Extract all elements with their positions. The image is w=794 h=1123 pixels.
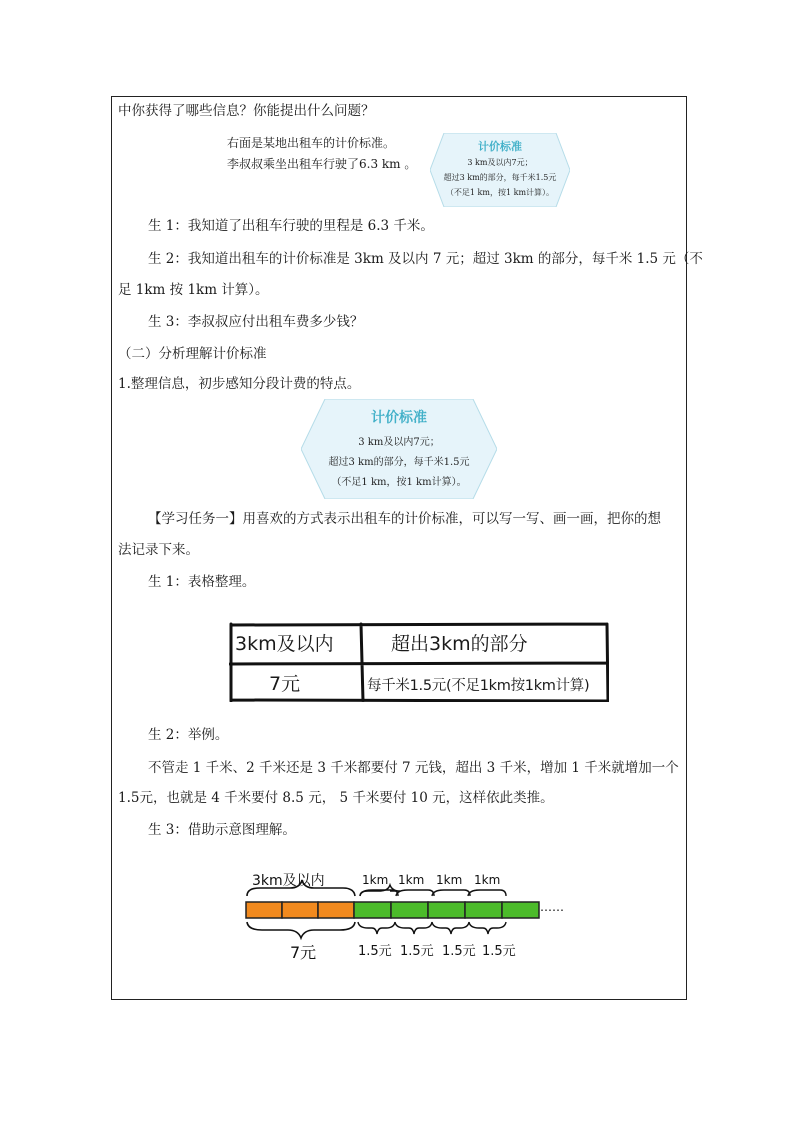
bar-segment-orange bbox=[282, 902, 318, 918]
table-header-cell-1: 3km及以内 bbox=[235, 633, 334, 655]
price-box-title: 计价标准 bbox=[478, 140, 522, 153]
task-1-line-1: 【学习任务一】用喜欢的方式表示出租车的计价标准，可以写一写、画一画，把你的想 bbox=[148, 511, 661, 527]
task-1-line-2: 法记录下来。 bbox=[118, 542, 199, 558]
section-heading: （二）分析理解计价标准 bbox=[118, 346, 267, 362]
price-box-title: 计价标准 bbox=[371, 410, 427, 426]
bar-segment-green bbox=[502, 902, 539, 918]
bar-segment-green bbox=[465, 902, 502, 918]
diagram-price-label-4: 1.5元 bbox=[482, 944, 516, 959]
table-header-cell-2: 超出3km的部分 bbox=[391, 633, 528, 655]
bar-segment-orange bbox=[318, 902, 354, 918]
student-3-label: 生 3：借助示意图理解。 bbox=[148, 822, 296, 838]
intro-line-1: 右面是某地出租车的计价标准。 bbox=[227, 136, 396, 150]
student-2-line-1: 不管走 1 千米、2 千米还是 3 千米都要付 7 元钱，超出 3 千米，增加 1 千米就增加一个 bbox=[148, 760, 679, 776]
price-standard-box-large bbox=[301, 399, 497, 499]
price-box-line-3: （不足1 km，按1 km计算）。 bbox=[331, 477, 467, 488]
diagram-price-label-3: 1.5元 bbox=[442, 944, 476, 959]
price-standard-box-small bbox=[430, 133, 570, 207]
diagram-price-label-2: 1.5元 bbox=[400, 944, 434, 959]
section-step-1: 1.整理信息，初步感知分段计费的特点。 bbox=[118, 376, 361, 392]
price-box-line-2: 超过3 km的部分，每千米1.5元 bbox=[443, 173, 557, 182]
table-row-cell-1: 7元 bbox=[269, 673, 301, 695]
diagram-km-label-1: 1km bbox=[362, 873, 389, 887]
diagram-km-label-2: 1km bbox=[398, 873, 425, 887]
handwritten-table bbox=[229, 622, 609, 702]
diagram-bottom-left-label: 7元 bbox=[290, 943, 317, 962]
student-1-label: 生 1：表格整理。 bbox=[148, 574, 256, 590]
bar-segment-orange bbox=[246, 902, 282, 918]
price-box-line-3: （不足1 km，按1 km计算）。 bbox=[445, 188, 555, 197]
bar-segment-green bbox=[354, 902, 391, 918]
diagram-price-label-1: 1.5元 bbox=[358, 944, 392, 959]
price-box-line-1: 3 km及以内7元； bbox=[467, 158, 533, 167]
answer-student-3: 生 3：李叔叔应付出租车费多少钱？ bbox=[148, 314, 364, 330]
intro-question: 中你获得了哪些信息？你能提出什么问题？ bbox=[118, 103, 375, 119]
diagram-km-label-4: 1km bbox=[474, 873, 501, 887]
answer-student-1: 生 1：我知道了出租车行驶的里程是 6.3 千米。 bbox=[148, 218, 434, 234]
price-box-line-2: 超过3 km的部分，每千米1.5元 bbox=[328, 457, 470, 468]
intro-line-2: 李叔叔乘坐出租车行驶了6.3 km 。 bbox=[227, 157, 417, 171]
segment-diagram bbox=[240, 860, 580, 965]
bar-segment-green bbox=[428, 902, 465, 918]
student-2-line-2: 1.5元，也就是 4 千米要付 8.5 元， 5 千米要付 10 元，这样依此类推。 bbox=[118, 790, 554, 806]
price-box-line-1: 3 km及以内7元； bbox=[358, 437, 440, 448]
student-2-label: 生 2：举例。 bbox=[148, 727, 229, 743]
bar-segment-green bbox=[391, 902, 428, 918]
diagram-km-label-3: 1km bbox=[436, 873, 463, 887]
diagram-dots: …… bbox=[540, 900, 564, 914]
answer-student-2-line-2: 足 1km 按 1km 计算）。 bbox=[118, 282, 269, 298]
diagram-top-left-label: 3km及以内 bbox=[252, 873, 325, 889]
table-row-cell-2: 每千米1.5元(不足1km按1km计算) bbox=[367, 678, 590, 694]
answer-student-2-line-1: 生 2：我知道出租车的计价标准是 3km 及以内 7 元；超过 3km 的部分，每千米 1.5 元（不 bbox=[148, 251, 703, 267]
